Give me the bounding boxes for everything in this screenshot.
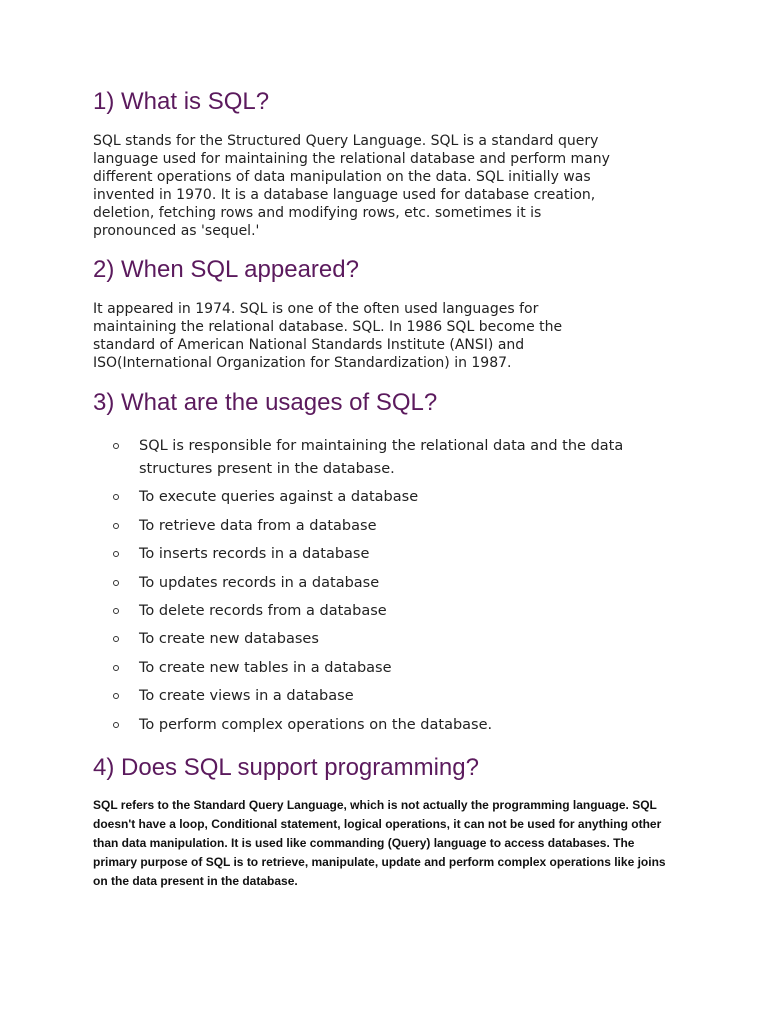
paragraph-line: on the data present in the database. [93, 874, 298, 888]
paragraph-line: deletion, fetching rows and modifying rows, etc. sometimes it is [93, 205, 542, 221]
paragraph-line: primary purpose of SQL is to retrieve, manipulate, update and perform complex operations like joins [93, 855, 666, 869]
paragraph-line: SQL stands for the Structured Query Language. SQL is a standard query [93, 133, 599, 149]
list-item-text: To create new tables in a database [139, 659, 392, 676]
circle-bullet-icon [113, 580, 119, 586]
heading-usages-of-sql: 3) What are the usages of SQL? [93, 389, 438, 416]
paragraph-line: than data manipulation. It is used like commanding (Query) language to access databases. The [93, 836, 635, 850]
list-item [113, 657, 693, 680]
paragraph-what-is-sql [93, 132, 683, 240]
list-item-text [139, 435, 693, 481]
paragraph-line: maintaining the relational database. SQL. In 1986 SQL become the [93, 319, 563, 335]
list-item-text: To updates records in a database [139, 574, 380, 591]
list-item-line: SQL is responsible for maintaining the relational data and the data [139, 438, 624, 454]
list-item [113, 628, 693, 651]
circle-bullet-icon [113, 608, 119, 614]
circle-bullet-icon [113, 551, 119, 557]
list-item [113, 543, 693, 566]
list-item-text: To create views in a database [139, 688, 354, 705]
paragraph-when-sql-appeared [93, 300, 683, 372]
list-item [113, 685, 693, 708]
list-item-text: To retrieve data from a database [139, 517, 377, 534]
circle-bullet-icon [113, 665, 119, 671]
usages-list [113, 435, 693, 742]
circle-bullet-icon [113, 722, 119, 728]
heading-what-is-sql: 1) What is SQL? [93, 88, 270, 115]
circle-bullet-icon [113, 693, 119, 699]
paragraph-sql-programming [93, 796, 683, 891]
paragraph-line: SQL refers to the Standard Query Language, which is not actually the programming language. SQL [93, 798, 657, 812]
circle-bullet-icon [113, 523, 119, 529]
paragraph-line: pronounced as 'sequel.' [93, 223, 260, 239]
paragraph-line: ISO(International Organization for Standardization) in 1987. [93, 355, 512, 371]
list-item-text: To inserts records in a database [139, 546, 370, 563]
list-item-text: To perform complex operations on the database. [139, 716, 493, 733]
circle-bullet-icon [113, 494, 119, 500]
paragraph-line: different operations of data manipulation on the data. SQL initially was [93, 169, 591, 185]
circle-bullet-icon [113, 636, 119, 642]
circle-bullet-icon [113, 443, 119, 449]
list-item [113, 435, 693, 481]
list-item [113, 714, 693, 737]
paragraph-line: standard of American National Standards Institute (ANSI) and [93, 337, 525, 353]
heading-sql-programming: 4) Does SQL support programming? [93, 754, 479, 781]
list-item [113, 486, 693, 509]
paragraph-line: language used for maintaining the relational database and perform many [93, 151, 610, 167]
paragraph-line: invented in 1970. It is a database language used for database creation, [93, 187, 596, 203]
list-item [113, 515, 693, 538]
list-item-text: To execute queries against a database [139, 489, 419, 506]
heading-when-sql-appeared: 2) When SQL appeared? [93, 256, 359, 283]
paragraph-line: doesn't have a loop, Conditional statement, logical operations, it can not be used for anything other [93, 817, 662, 831]
list-item-line: structures present in the database. [139, 461, 395, 477]
list-item-text: To delete records from a database [139, 602, 387, 619]
paragraph-line: It appeared in 1974. SQL is one of the often used languages for [93, 301, 539, 317]
list-item [113, 572, 693, 595]
list-item [113, 600, 693, 623]
list-item-text: To create new databases [139, 631, 319, 648]
